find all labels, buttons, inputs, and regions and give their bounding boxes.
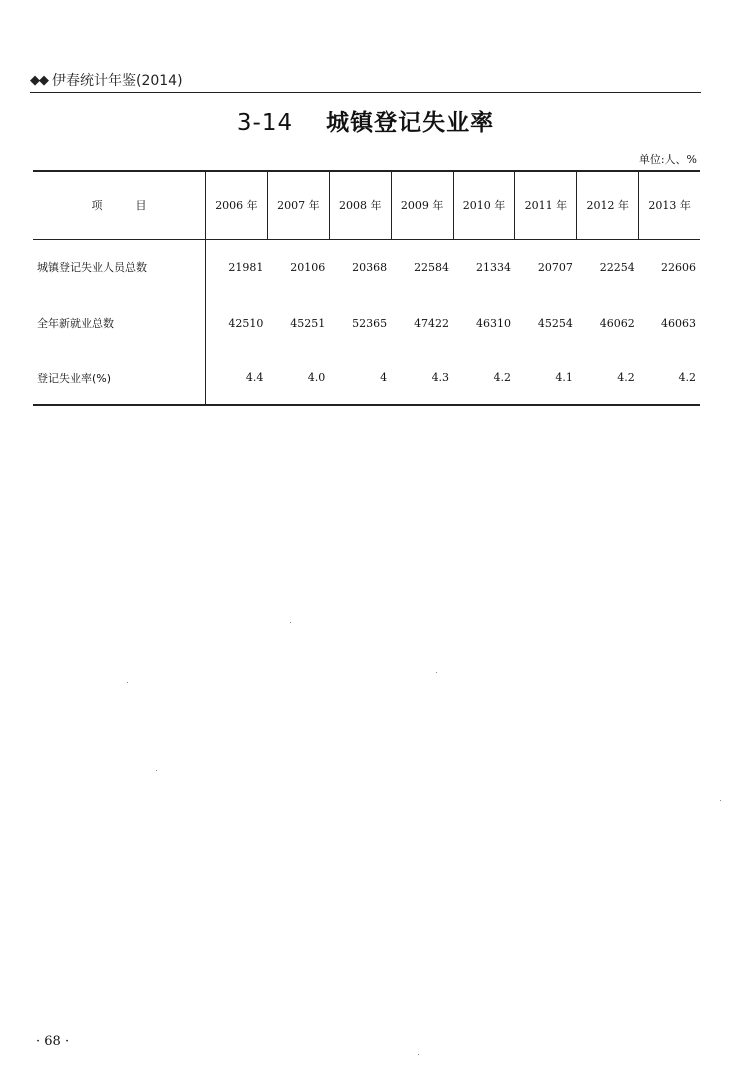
running-head-text: 伊春统计年鉴(2014) [52, 73, 183, 89]
data-table [33, 170, 700, 406]
row-label: 城镇登记失业人员总数 [33, 239, 206, 295]
year-header: 2009 年 [391, 171, 453, 239]
table-cell: 47422 [414, 316, 450, 330]
table-cell: 4 [380, 371, 388, 384]
table-cell: 22584 [414, 260, 450, 274]
year-header: 2013 年 [648, 199, 691, 213]
scan-speck [418, 1054, 419, 1055]
table-cell: 45251 [290, 316, 326, 330]
row-label: 登记失业率(%) [33, 351, 206, 405]
year-header: 2006 年 [206, 171, 268, 239]
table-cell: 4.1 [555, 371, 573, 384]
table-cell: 46062 [599, 316, 635, 330]
table-cell: 4.2 [493, 371, 511, 384]
running-head [30, 70, 183, 90]
table-cell: 4.2 [617, 371, 635, 384]
table-row [33, 351, 700, 405]
table-cell: 4.2 [678, 371, 696, 384]
table-row [33, 239, 700, 295]
table-cell: 45254 [537, 316, 573, 330]
table-cell: 21334 [475, 260, 511, 274]
table-cell: 46063 [661, 316, 696, 330]
page-title [0, 104, 731, 137]
row-label: 全年新就业总数 [33, 295, 206, 351]
scan-speck [436, 672, 437, 673]
table-cell: 22606 [661, 260, 696, 274]
table-cell: 4.3 [431, 371, 450, 384]
unit-note: 单位:人、% [638, 153, 697, 166]
year-header: 2010 年 [453, 171, 515, 239]
table-cell: 46310 [475, 316, 511, 330]
scan-speck [290, 622, 291, 623]
table-cell: 20106 [290, 260, 326, 274]
table-cell: 21981 [228, 260, 264, 274]
table-cell: 52365 [352, 316, 388, 330]
year-header: 2008 年 [329, 171, 391, 239]
year-header: 2011 年 [515, 171, 577, 239]
diamond-icon: ◆◆ [30, 72, 48, 88]
table-title: 城镇登记失业率 [326, 110, 495, 136]
table-cell: 20707 [537, 260, 573, 274]
table-cell: 4.4 [245, 371, 264, 384]
table-cell: 4.0 [307, 371, 326, 384]
scan-speck [127, 682, 128, 683]
page-number: · 68 · [36, 1034, 70, 1049]
table-number: 3-14 [236, 110, 294, 136]
item-column-header: 项 目 [33, 171, 206, 239]
year-header: 2007 年 [267, 171, 329, 239]
header-rule [30, 92, 701, 93]
scan-speck [720, 800, 721, 801]
table-cell: 42510 [228, 316, 264, 330]
table-cell: 22254 [599, 260, 635, 274]
header-row [33, 171, 700, 239]
scan-speck [156, 770, 157, 771]
table-cell: 20368 [352, 260, 388, 274]
table-row [33, 295, 700, 351]
year-header: 2012 年 [577, 171, 639, 239]
